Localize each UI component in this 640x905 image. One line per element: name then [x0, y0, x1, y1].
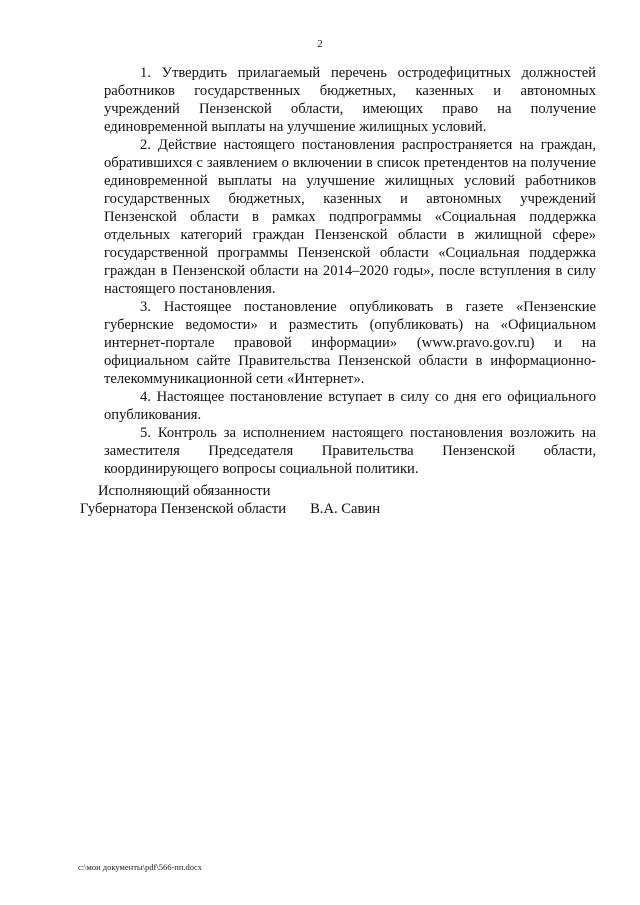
signature-block — [80, 482, 500, 518]
signatory-name: В.А. Савин — [310, 501, 381, 517]
paragraph-3: 3. Настоящее постановление опубликовать в газете «Пензенские губернские ведомости» и разместить (опубликовать) на «Официальном интернет-портале правовой информации» (www.pravo.gov.ru) и на официальном сайте Правительства Пензенской области в информационно-телекоммуникационной сети «Интернет». — [104, 299, 596, 387]
paragraph-2: 2. Действие настоящего постановления распространяется на граждан, обратившихся с заявлением о включении в список претендентов на получение единовременной выплаты на улучшение жилищных условий работников государственных бюджетных, казенных и автономных учреждений Пензенской области в рамках подпрограммы «Социальная поддержка отдельных категорий граждан Пензенской области в жилищной сфере» государственной программы Пензенской области «Социальная поддержка граждан в Пензенской области на 2014–2020 годы», после вступления в силу настоящего постановления. — [104, 137, 596, 297]
signatory-position-row — [80, 500, 500, 518]
paragraph-5: 5. Контроль за исполнением настоящего постановления возложить на заместителя Председателя Правительства Пензенской области, координирующего вопросы социальной политики. — [104, 425, 596, 477]
signatory-position-line1: Исполняющий обязанности — [98, 483, 271, 499]
paragraph-1: 1. Утвердить прилагаемый перечень остродефицитных должностей работников государственных бюджетных, казенных и автономных учреждений Пензенской области, имеющих право на получение единовременной выплаты на улучшение жилищных условий. — [104, 65, 596, 135]
paragraph-4: 4. Настоящее постановление вступает в силу со дня его официального опубликования. — [104, 389, 596, 423]
page-number: 2 — [317, 38, 323, 50]
signatory-position-line2: Губернатора Пензенской области — [80, 501, 287, 517]
footer-file-path: c:\мои документы\pdf\566-пп.docx — [78, 862, 203, 872]
document-body — [104, 64, 596, 478]
